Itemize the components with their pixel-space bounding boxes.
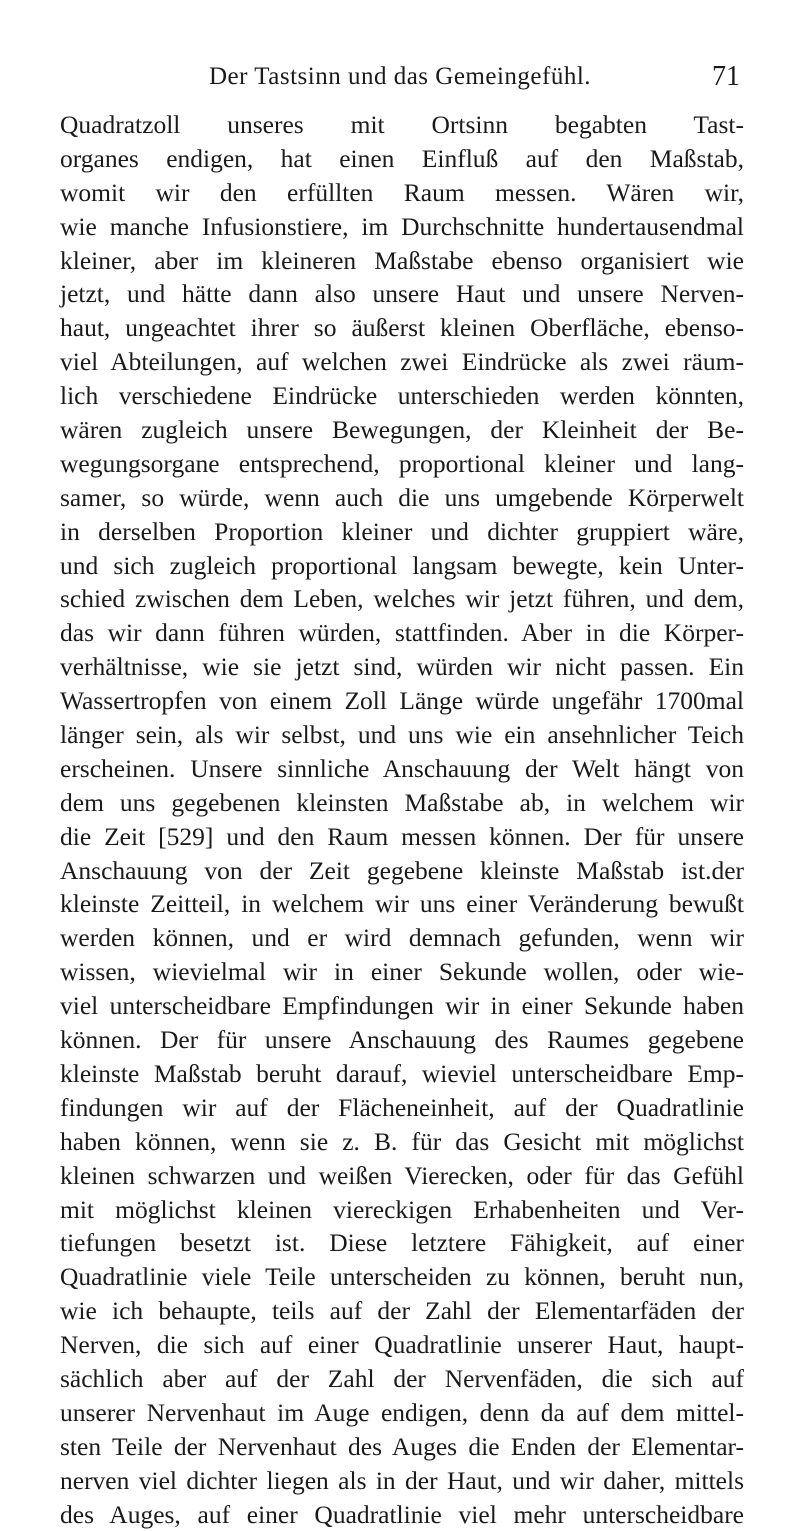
text-line: kleinste Maßstab beruht darauf, wieviel unterscheidbare Emp- xyxy=(60,1058,744,1088)
text-line: findungen wir auf der Flächeneinheit, auf der Quadratlinie xyxy=(60,1092,744,1122)
text-line: mit möglichst kleinen viereckigen Erhabenheiten und Ver- xyxy=(60,1194,744,1224)
text-line: Nerven, die sich auf einer Quadratlinie unserer Haut, haupt- xyxy=(60,1330,744,1360)
text-line: Quadratzoll unseres mit Ortsinn begabten Tast- xyxy=(60,110,744,139)
text-line: wissen, wievielmal wir in einer Sekunde wollen, oder wie- xyxy=(60,957,744,987)
text-line: schied zwischen dem Leben, welches wir jetzt führen, und dem, xyxy=(60,584,744,614)
text-line: Anschauung von der Zeit gegebene kleinste Maßstab ist.der xyxy=(60,855,744,885)
text-line: organes endigen, hat einen Einfluß auf den Maßstab, xyxy=(60,143,744,173)
text-line: in derselben Proportion kleiner und dichter gruppiert wäre, xyxy=(60,516,744,546)
text-line: wie manche Infusionstiere, im Durchschnitte hundertausendmal xyxy=(60,211,744,241)
text-line: sächlich aber auf der Zahl der Nervenfäden, die sich auf xyxy=(60,1363,744,1393)
text-line: kleinen schwarzen und weißen Vierecken, oder für das Gefühl xyxy=(60,1160,744,1190)
text-line: nerven viel dichter liegen als in der Haut, und wir daher, mittels xyxy=(60,1465,744,1495)
text-line: sten Teile der Nervenhaut des Auges die Enden der Elementar- xyxy=(60,1431,744,1461)
text-line: haben können, wenn sie z. B. für das Gesicht mit möglichst xyxy=(60,1126,744,1156)
text-line: das wir dann führen würden, stattfinden. Aber in die Körper- xyxy=(60,618,744,648)
text-line: Quadratlinie viele Teile unterscheiden zu können, beruht nun, xyxy=(60,1262,744,1292)
text-line: wären zugleich unsere Bewegungen, der Kleinheit der Be- xyxy=(60,415,744,445)
running-header xyxy=(60,60,740,94)
text-line: haut, ungeachtet ihrer so äußerst kleinen Oberfläche, ebenso- xyxy=(60,313,744,343)
text-line: länger sein, als wir selbst, und uns wie ein ansehnlicher Teich xyxy=(60,720,744,750)
text-line: viel unterscheidbare Empfindungen wir in einer Sekunde haben xyxy=(60,991,744,1021)
text-line: wie ich behaupte, teils auf der Zahl der Elementarfäden der xyxy=(60,1296,744,1326)
text-line: tiefungen besetzt ist. Diese letztere Fähigkeit, auf einer xyxy=(60,1228,744,1258)
running-title: Der Tastsinn und das Gemeingefühl. xyxy=(208,63,592,90)
text-line: können. Der für unsere Anschauung des Raumes gegebene xyxy=(60,1025,744,1055)
text-line: kleiner, aber im kleineren Maßstabe ebenso organisiert wie xyxy=(60,245,744,275)
text-line: wegungsorgane entsprechend, proportional kleiner und lang- xyxy=(60,448,744,478)
text-line: viel Abteilungen, auf welchen zwei Eindrücke als zwei räum- xyxy=(60,347,744,377)
text-line: womit wir den erfüllten Raum messen. Wären wir, xyxy=(60,177,744,207)
text-line: unserer Nervenhaut im Auge endigen, denn da auf dem mittel- xyxy=(60,1397,744,1427)
text-line: werden können, und er wird demnach gefunden, wenn wir xyxy=(60,923,744,953)
text-line: kleinste Zeitteil, in welchem wir uns einer Veränderung bewußt xyxy=(60,889,744,919)
text-line: Wassertropfen von einem Zoll Länge würde ungefähr 1700mal xyxy=(60,686,744,716)
text-line: des Auges, auf einer Quadratlinie viel mehr unterscheidbare xyxy=(60,1499,744,1529)
body-paragraph xyxy=(60,108,744,1531)
text-line: und sich zugleich proportional langsam bewegte, kein Unter- xyxy=(60,550,744,580)
text-line: die Zeit [529] und den Raum messen können. Der für unsere xyxy=(60,821,744,851)
text-line: dem uns gegebenen kleinsten Maßstabe ab, in welchem wir xyxy=(60,787,744,817)
text-line: lich verschiedene Eindrücke unterschieden werden könnten, xyxy=(60,381,744,411)
text-line: samer, so würde, wenn auch die uns umgebende Körperwelt xyxy=(60,482,744,512)
text-line: verhältnisse, wie sie jetzt sind, würden wir nicht passen. Ein xyxy=(60,652,744,682)
page-number: 71 xyxy=(712,61,740,92)
text-line: erscheinen. Unsere sinnliche Anschauung der Welt hängt von xyxy=(60,753,744,783)
text-line: jetzt, und hätte dann also unsere Haut und unsere Nerven- xyxy=(60,279,744,309)
